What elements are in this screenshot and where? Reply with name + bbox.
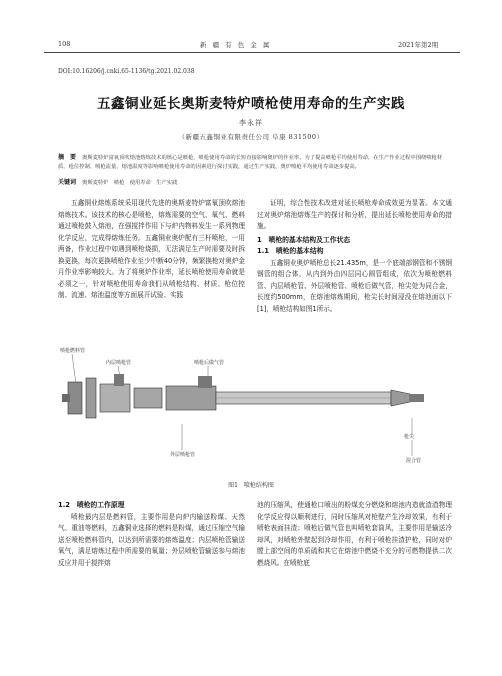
paragraph: 五鑫铜业奥炉喷枪总长21.435m，是一个底端部钢管和不锈钢钢管的组合体，从内到外由四层同心圆管组成，依次为喷枪燃料管、内层喷枪管、外层喷枪管、喷枪后做气管，枪尖处为同合金，长度约500mm，在熔池熔炼期间，枪尖长时间浸没在熔池面以下[1]，喷枪结构如图1所示。 xyxy=(257,258,452,313)
author: 李永祥 xyxy=(239,119,263,127)
right-column-bottom xyxy=(257,500,452,569)
page-number: 108 xyxy=(58,40,71,48)
left-column-top xyxy=(58,198,245,302)
label-shroud-pipe: 喷枪后做气管 xyxy=(194,360,225,366)
abstract-text: 奥斯麦特炉富氧顶吹熔池熔炼技术的核心是喷枪，喷枪使用寿命的长短直接影响奥炉的作业率。为了提高喷枪平均使用寿命，在生产作业过程中围绕喷枪材质、枪位控制、喷枪流量、熔池温度等影响喷枪使用寿命的因素进行探讨实践，通过生产实践，奥炉喷枪平均使用寿命逐步提高。 xyxy=(58,155,443,170)
affiliation: （新疆五鑫铜业有限责任公司 阜康 831500） xyxy=(178,133,324,141)
label-fuel-pipe: 喷枪燃料管 xyxy=(60,348,86,354)
section-heading-1-1: 1.1 喷枪的基本结构 xyxy=(257,247,324,255)
left-column-bottom xyxy=(58,500,245,569)
doi: DOI:10.16206/j.cnki.65-1136/tg.2021.02.038 xyxy=(58,68,195,75)
header-rule xyxy=(44,52,460,53)
section-heading-1-2: 1.2 喷枪的工作原理 xyxy=(58,501,125,509)
keywords-label: 关键词 xyxy=(58,179,77,186)
label-mixing-pipe: 混合管 xyxy=(406,458,422,464)
paragraph: 五鑫铜业熔炼系统采用现代先进的奥斯麦特炉富氧顶吹熔池熔炼技术。该技术的核心是喷枪，熔炼需要的空气、氧气、燃料通过喷枪鼓入熔池，在强搅拌作用下与炉内物料发生一系列物理化学反应，完成得熔炼任务。五鑫铜业奥炉配有三杆喷枪，一用两备，作业过程中如遇到喷枪烧损，无法满足生产时需要及时拆换更换，每次更换喷枪作业至少中断40分钟，频繁换枪对奥炉金月作业率影响较大。为了将奥炉作业率，延长喷枪使用寿命就是必须之一，针对喷枪使用寿命我们从喷枪结构、材质、枪位控制、流速、熔池温度等方面展开试验、实践 xyxy=(58,199,245,299)
abstract-label: 摘 要 xyxy=(58,154,77,161)
label-inner-pipe: 内层喷枪管 xyxy=(106,360,132,366)
right-column-top xyxy=(257,198,452,315)
issue-label: 2021年第2期 xyxy=(398,41,439,49)
abstract xyxy=(58,153,448,172)
article-title: 五鑫铜业延长奥斯麦特炉喷枪使用寿命的生产实践 xyxy=(97,96,405,112)
paragraph: 喷枪最内层是燃料管，主要作用是向炉内输送粉煤、天然气、重油等燃料，五鑫铜业选择的燃料是粉煤，通过压缩空气输送至喷枪燃料管内，以达到所需要的熔炼温度；内层喷枪管输送氧气，满足熔炼过程中所需要的氧量；外层喷枪管输送参与熔池反应并用于搅拌熔 xyxy=(58,512,245,567)
figure-caption: 图1 喷枪结构图 xyxy=(228,482,274,489)
keywords-text: 奥斯麦特炉 喷枪 使用寿命 生产实践 xyxy=(82,180,178,186)
journal-name: 新 疆 有 色 金 属 xyxy=(200,41,272,49)
label-outer-pipe: 外层喷枪管 xyxy=(170,452,196,458)
paragraph: 证明，综合性技术改进对延长喷枪寿命成效更为显著。本文通过对奥炉熔池熔炼生产的探讨和分析，提出延长喷枪使用寿命的措施。 xyxy=(257,199,452,230)
section-heading-1: 1 喷枪的基本结构及工作状态 xyxy=(257,235,351,244)
label-lance-tip: 枪尖 xyxy=(404,434,415,440)
keywords xyxy=(58,177,448,186)
running-header xyxy=(0,40,502,52)
lance-structure-figure xyxy=(58,344,453,469)
paragraph: 池的压缩风，使通枪口喷出的粉煤充分燃烧和熔池内造就渣渣物理化学反应得以顺利进行，同时压缩风对枪壁产生冷却效果，有利于喷枪表面挂渣；喷枪后做气管也叫喷枪套筒风，主要作用是输送冷却风，对喷枪外壁起到冷却作用，有利于喷枪挂渣护枪，同时对炉膛上部空间的单质硫和其它在熔池中燃烧不充分的可燃物提供二次燃烧风。在喷枪底 xyxy=(257,501,452,567)
